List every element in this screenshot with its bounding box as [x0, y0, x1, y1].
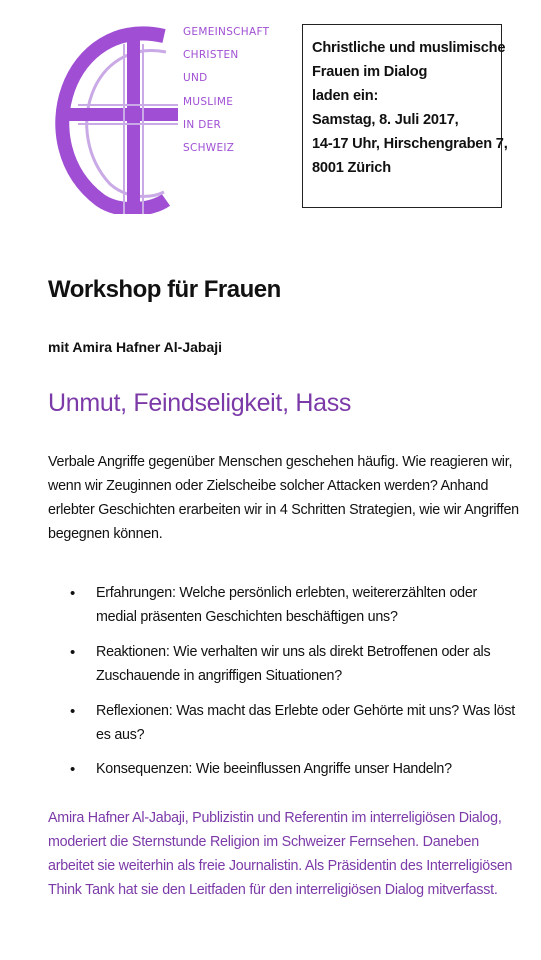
list-item: [48, 582, 518, 630]
cross-and-crescent-logo-icon: [48, 24, 180, 214]
list-item-line: • Reaktionen: Wie verhalten wir uns als direkt Betroffenen oder als: [96, 643, 491, 660]
organization-name-line: IN DER: [183, 118, 222, 131]
invitation-line: Samstag, 8. Juli 2017,: [312, 111, 459, 128]
speaker-line: mit Amira Hafner Al-Jabaji: [48, 339, 223, 355]
bio-line: moderiert die Sternstunde Religion im Schweizer Fernsehen. Daneben: [48, 833, 479, 850]
list-item-line: • Konsequenzen: Wie beeinflussen Angriffe unser Handeln?: [96, 761, 452, 778]
organization-name-line: UND: [183, 72, 208, 85]
bio-line: Think Tank hat sie den Leitfaden für den interreligiösen Dialog mitverfasst.: [48, 881, 498, 898]
intro-paragraph: [48, 451, 518, 547]
list-item-line: Zuschauende in angriffigen Situationen?: [96, 667, 342, 684]
invitation-line: 14-17 Uhr, Hirschengraben 7,: [312, 135, 508, 152]
intro-line: erlebter Geschichten erarbeiten wir in 4 Schritten Strategien, wie wir Angriffen: [48, 501, 519, 518]
intro-line: wenn wir Zeuginnen oder Zielscheibe solcher Attacken werden? Anhand: [48, 477, 489, 494]
intro-line: Verbale Angriffe gegenüber Menschen geschehen häufig. Wie reagieren wir,: [48, 454, 513, 470]
list-item: [48, 641, 518, 689]
event-title: Workshop für Frauen: [48, 276, 281, 303]
invitation-line: Frauen im Dialog: [312, 63, 428, 80]
list-item: [48, 700, 518, 748]
organization-name-line: GEMEINSCHAFT: [183, 26, 270, 38]
intro-line: begegnen können.: [48, 525, 163, 542]
invitation-line: 8001 Zürich: [312, 159, 391, 176]
list-item: [48, 758, 518, 782]
organization-name-line: MUSLIME: [183, 95, 234, 108]
list-item-line: es aus?: [96, 726, 145, 743]
organization-name-line: CHRISTEN: [183, 49, 239, 62]
bio-line: Amira Hafner Al-Jabaji, Publizistin und Referentin im interreligiösen Dialog,: [48, 810, 502, 826]
list-item-line: medial präsenten Geschichten beschäftigen uns?: [96, 608, 398, 625]
speaker-bio: [48, 807, 518, 903]
list-item-line: • Reflexionen: Was macht das Erlebte oder Gehörte mit uns? Was löst: [96, 702, 515, 719]
topic-heading: Unmut, Feindseligkeit, Hass: [48, 389, 352, 417]
invitation-line: laden ein:: [312, 87, 379, 104]
steps-list: [48, 582, 518, 793]
organization-name-line: SCHWEIZ: [183, 141, 235, 154]
invitation-line: Christliche und muslimische: [312, 40, 506, 56]
invitation-box: [302, 24, 508, 208]
bio-line: arbeitet sie weiterhin als freie Journalistin. Als Präsidentin des Interreligiösen: [48, 857, 513, 874]
list-item-line: • Erfahrungen: Welche persönlich erlebten, weitererzählten oder: [96, 585, 478, 601]
organization-name: [183, 25, 269, 164]
